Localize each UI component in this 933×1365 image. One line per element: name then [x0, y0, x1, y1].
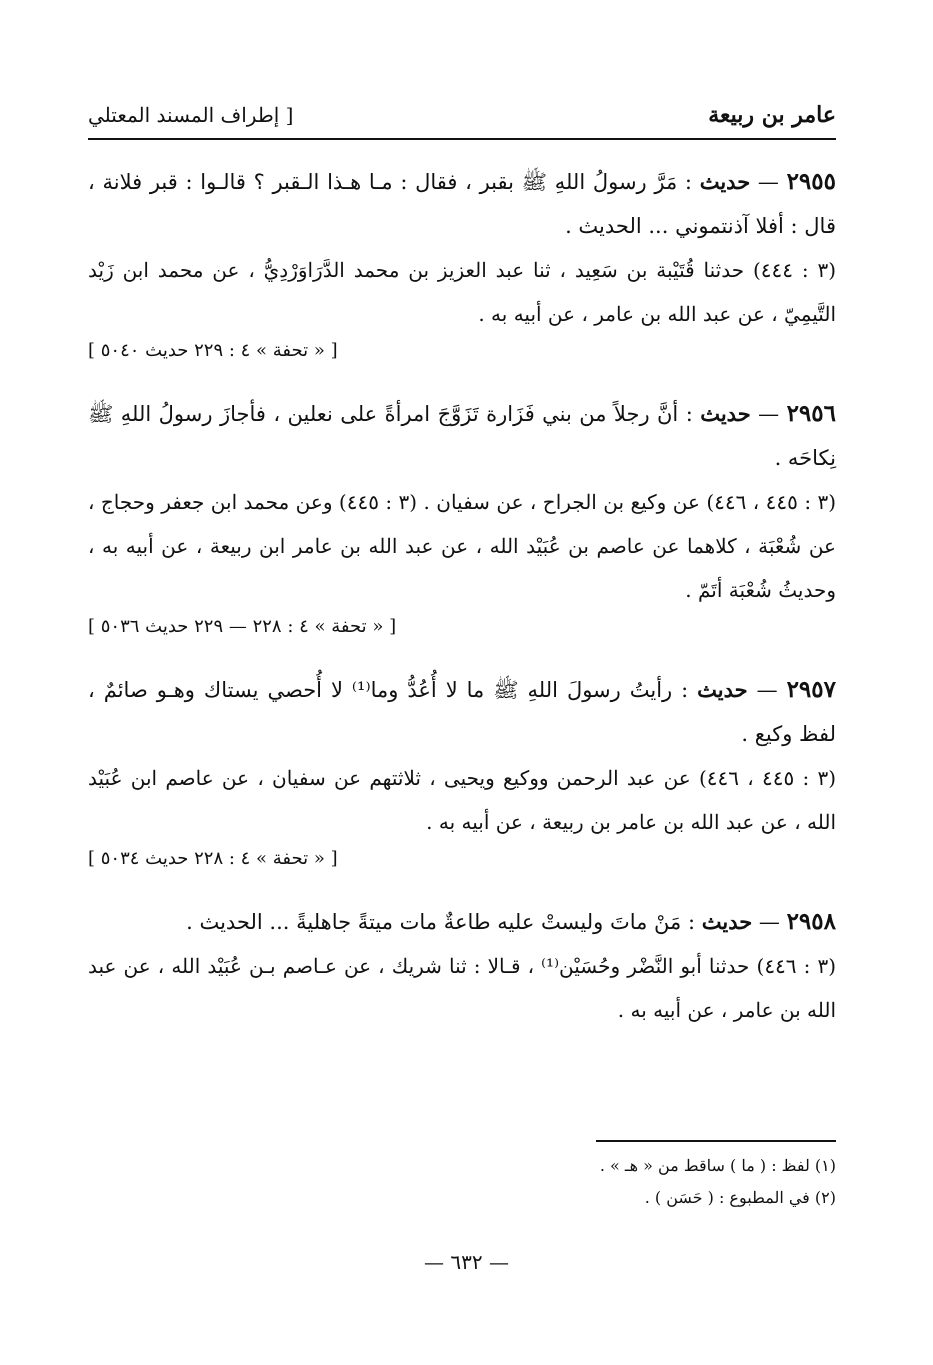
hadith-number: ٢٩٥٥: [786, 168, 836, 195]
tuhfa-reference: [88, 612, 836, 642]
hadith-number: ٢٩٥٦: [786, 400, 836, 427]
hadith-keyword: حديث: [699, 169, 751, 194]
running-header: [88, 92, 836, 140]
hadith-text: ٢٩٥٧ — حديث : رأيتُ رسولَ اللهِ ﷺ ما لا أُعُدُّ وما⁽¹⁾ لا أُحصي يستاك وهـو صائمٌ ، لفظ وكيع .: [88, 676, 836, 746]
isnad-chain: (٣ : ٤٤٥ ، ٤٤٦) عن عبد الرحمن ووكيع ويحيى ، ثلاثتهم عن سفيان ، عن عاصم ابن عُبَيْد الله ، عن عبد الله بن عامر بن ربيعة ، عن أبيه به .: [88, 766, 837, 834]
hadith-entry: [88, 392, 836, 642]
tuhfa-reference-text: [ « تحفة » ٤ : ٢٢٩ حديث ٥٠٤٠ ]: [88, 340, 338, 361]
hadith-keyword: حديث: [697, 677, 748, 702]
hadith-text: ٢٩٥٥ — حديث : مَرَّ رسولُ اللهِ ﷺ بقبر ، فقال : مـا هـذا الـقبر ؟ قالـوا : قبر فلانة ، قال : أفلا آذنتموني ... الحديث .: [88, 168, 836, 238]
isnad-chain: (٣ : ٤٤٦) حدثنا أبو النَّضْر وحُسَيْن⁽¹⁾ ، قـالا : ثنا شريك ، عن عـاصم بـن عُبَيْد الله ، عن عبد الله بن عامر ، عن أبيه به .: [88, 954, 837, 1022]
hadith-entry: [88, 668, 836, 874]
footnotes: [88, 1140, 836, 1214]
hadith-keyword: حديث: [701, 909, 753, 934]
footnote-divider: [596, 1140, 836, 1142]
hadith-text: ٢٩٥٦ — حديث : أنَّ رجلاً من بني فَزَارة تَزَوَّجَ امرأةً على نعلين ، فأجازَ رسولُ اللهِ ﷺ نِكاحَه .: [88, 400, 836, 470]
tuhfa-reference: [88, 844, 836, 874]
isnad-chain: (٣ : ٤٤٥ ، ٤٤٦) عن وكيع بن الجراح ، عن سفيان . (٣ : ٤٤٥) وعن محمد ابن جعفر وحجاج ، عن شُعْبَة ، كلاهما عن عاصم بن عُبَيْد الله ، عن عبد الله بن عامر ابن ربيعة ، عن أبيه به ، وحديثُ شُعْبَة أتَمّ .: [88, 490, 837, 602]
tuhfa-reference: [88, 336, 836, 366]
footnote: (٢) في المطبوع : ( حَسَن ) .: [644, 1188, 836, 1207]
hadith-body: : مَنْ ماتَ وليستْ عليه طاعةٌ مات ميتةً جاهليةً ... الحديث .: [186, 910, 696, 934]
hadith-number: ٢٩٥٧: [786, 676, 836, 703]
hadith-number: ٢٩٥٨: [786, 908, 836, 935]
hadith-entry: [88, 900, 836, 1032]
main-content: [88, 160, 836, 1058]
isnad-chain: (٣ : ٤٤٤) حدثنا قُتَيْبة بن سَعِيد ، ثنا عبد العزيز بن محمد الدَّرَاوَرْدِيُّ ، عن محمد ابن زَيْد التَّيمِيّ ، عن عبد الله بن عامر ، عن أبيه به .: [88, 258, 836, 326]
chapter-title: عامر بن ربيعة: [708, 102, 836, 128]
footnote: (١) لفظ : ( ما ) ساقط من « هـ » .: [599, 1156, 836, 1175]
book-title: [ إطراف المسند المعتلي: [88, 103, 294, 127]
hadith-entry: [88, 160, 836, 366]
tuhfa-reference-text: [ « تحفة » ٤ : ٢٢٨ — ٢٢٩ حديث ٥٠٣٦ ]: [88, 616, 397, 637]
hadith-text: ٢٩٥٨ — حديث : مَنْ ماتَ وليستْ عليه طاعةٌ مات ميتةً جاهليةً ... الحديث .: [186, 908, 836, 935]
page-number: — ٦٣٢ —: [424, 1250, 509, 1274]
hadith-body: : رأيتُ رسولَ اللهِ ﷺ ما لا أُعُدُّ وما⁽¹⁾ لا أُحصي يستاك وهـو صائمٌ ، لفظ وكيع .: [88, 678, 836, 746]
hadith-body: : أنَّ رجلاً من بني فَزَارة تَزَوَّجَ امرأةً على نعلين ، فأجازَ رسولُ اللهِ ﷺ نِكاحَه .: [88, 402, 836, 470]
hadith-body: : مَرَّ رسولُ اللهِ ﷺ بقبر ، فقال : مـا هـذا الـقبر ؟ قالـوا : قبر فلانة ، قال : أفلا آذنتموني ... الحديث .: [88, 170, 836, 238]
tuhfa-reference-text: [ « تحفة » ٤ : ٢٢٨ حديث ٥٠٣٤ ]: [88, 848, 338, 869]
hadith-keyword: حديث: [700, 401, 751, 426]
